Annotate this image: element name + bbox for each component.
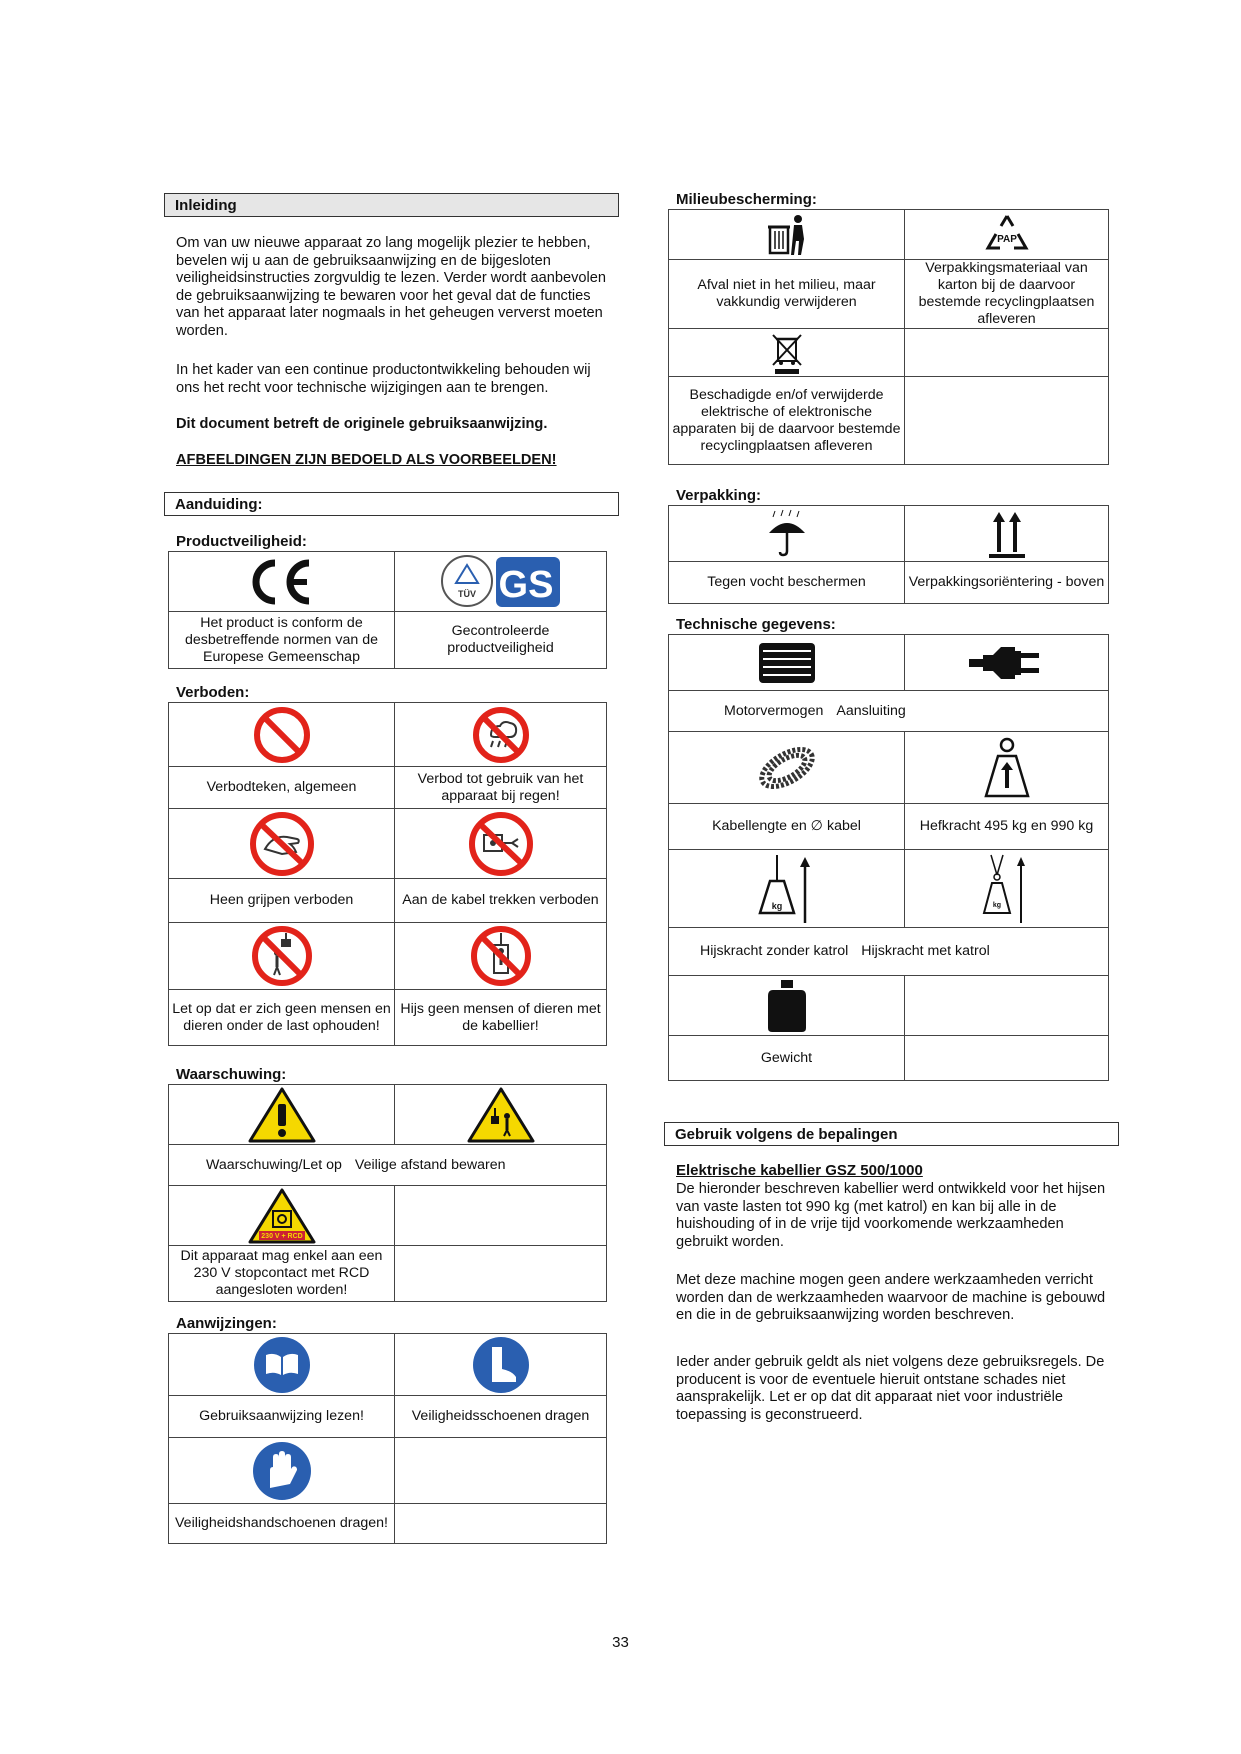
gebruik-paragraph-2: Met deze machine mogen geen andere werkzaamheden verricht worden dan de werkzaamheden waarvoor de machine is gebouwd en die in de gebruiksaanwijzing worden beschreven. <box>676 1272 1106 1323</box>
weee-crossed-bin-icon <box>669 329 905 377</box>
pap-label: PAP <box>996 233 1017 245</box>
verboden-label-2: Verbod tot gebruik van het apparaat bij regen! <box>395 767 607 809</box>
kg-label-2: kg <box>992 901 1001 909</box>
waarschuwing-label-3: Dit apparaat mag enkel aan een 230 V stopcontact met RCD aangesloten worden! <box>169 1246 395 1302</box>
verpakking-label-1: Tegen vocht beschermen <box>669 562 905 604</box>
empty-cell <box>905 329 1109 377</box>
verboden-label-3: Heen grijpen verboden <box>169 879 395 923</box>
lift-with-pulley-icon <box>905 850 1109 928</box>
aanwijzingen-label-1: Gebruiksaanwijzing lezen! <box>169 1396 395 1438</box>
technisch-label-6: Hijskracht met katrol <box>861 943 990 959</box>
technisch-labels-row-1 <box>669 691 1109 732</box>
no-lifting-persons-icon <box>395 923 607 990</box>
empty-cell <box>905 1036 1109 1081</box>
technisch-label-4: Hefkracht 495 kg en 990 kg <box>905 804 1109 850</box>
no-pulling-cable-icon <box>395 809 607 879</box>
waarschuwing-labels-row <box>169 1145 607 1186</box>
aanwijzingen-label-2: Veiligheidsschoenen dragen <box>395 1396 607 1438</box>
verboden-table <box>168 702 607 1046</box>
productveiligheid-table <box>168 551 607 669</box>
ce-description: Het product is conform de desbetreffende normen van de Europese Gemeenschap <box>169 612 395 669</box>
kg-label-1: kg <box>771 900 782 911</box>
aanduiding-header <box>164 492 619 516</box>
waste-bin-icon <box>669 210 905 260</box>
cable-coil-icon <box>669 732 905 804</box>
no-persons-under-load-icon <box>169 923 395 990</box>
this-way-up-icon <box>905 506 1109 562</box>
tuv-logo-text: TÜV <box>458 588 476 599</box>
no-reaching-icon <box>169 809 395 879</box>
ce-mark-icon <box>169 552 395 612</box>
lift-without-pulley-icon <box>669 850 905 928</box>
gebruik-paragraph-1: De hieronder beschreven kabellier werd ontwikkeld voor het hijsen van vaste lasten tot 990 kg (met katrol) en kan bij alle in de huishouding of in de vrije tijd voorkomende werkzaamheden gebruikt worden. <box>676 1181 1106 1250</box>
inleiding-paragraph-4: AFBEELDINGEN ZIJN BEDOELD ALS VOORBEELDEN! <box>176 452 557 468</box>
rcd-230v-warning-icon <box>169 1186 395 1246</box>
read-manual-icon <box>169 1334 395 1396</box>
paper-recycling-icon <box>905 210 1109 260</box>
gebruik-paragraph-3: Ieder ander gebruik geldt als niet volgens deze gebruiksregels. De producent is voor de eventuele hieruit ontstane schades niet aansprakelijk. Let er op dat dit apparaat niet voor industriële toepassing is geconstrueerd. <box>676 1354 1105 1423</box>
empty-cell <box>905 377 1109 465</box>
gebruik-subtitle: Elektrische kabellier GSZ 500/1000 <box>676 1162 923 1179</box>
technisch-label-2: Aansluiting <box>836 702 906 719</box>
technisch-title: Technische gegevens: <box>676 616 836 633</box>
waarschuwing-table <box>168 1084 607 1302</box>
aanduiding-title: Aanduiding: <box>175 496 263 513</box>
tuv-gs-logo-icon <box>395 552 607 612</box>
umbrella-icon <box>669 506 905 562</box>
productveiligheid-title: Productveiligheid: <box>176 533 307 550</box>
inleiding-paragraph-1: Om van uw nieuwe apparaat zo lang mogelijk plezier te hebben, bevelen wij u aan de gebruiksaanwijzing en de bijgesloten veiligheidsinstructies zorgvuldig te lezen. Verder wordt aanbevolen de gebruiksaanwijzing te bewaren voor het geval dat de functies van het apparaat later nogmaals in het geheugen ververst moeten worden. <box>176 235 606 339</box>
empty-cell <box>905 976 1109 1036</box>
inleiding-paragraph-2: In het kader van een continue productontwikkeling behouden wij ons het recht voor technische wijzigingen aan te brengen. <box>176 362 591 396</box>
aanwijzingen-title: Aanwijzingen: <box>176 1315 277 1332</box>
technisch-labels-row-3 <box>669 928 1109 976</box>
technisch-label-3: Kabellengte en ∅ kabel <box>669 804 905 850</box>
aanwijzingen-label-3: Veiligheidshandschoenen dragen! <box>169 1504 395 1544</box>
empty-cell <box>395 1438 607 1504</box>
milieu-table <box>668 209 1109 465</box>
verboden-title: Verboden: <box>176 684 250 701</box>
gebruik-header <box>664 1122 1119 1146</box>
verpakking-label-2: Verpakkingsoriëntering - boven <box>905 562 1109 604</box>
empty-cell <box>395 1504 607 1544</box>
empty-cell <box>395 1186 607 1246</box>
waarschuwing-title: Waarschuwing: <box>176 1066 287 1083</box>
page-number: 33 <box>612 1634 629 1651</box>
milieu-label-2: Verpakkingsmateriaal van karton bij de daarvoor bestemde recyclingplaatsen afleveren <box>905 260 1109 329</box>
safe-distance-icon <box>395 1085 607 1145</box>
aanwijzingen-table <box>168 1333 607 1544</box>
motor-icon <box>669 635 905 691</box>
technisch-label-5: Hijskracht zonder katrol <box>700 943 849 959</box>
milieu-title: Milieubescherming: <box>676 191 817 208</box>
warning-general-icon <box>169 1085 395 1145</box>
verpakking-title: Verpakking: <box>676 487 762 504</box>
milieu-label-3: Beschadigde en/of verwijderde elektrische of elektronische apparaten bij de daarvoor bestemde recyclingplaatsen afleveren <box>669 377 905 465</box>
rcd-label: 230 V + RCD <box>260 1232 303 1240</box>
inleiding-paragraph-3: Dit document betreft de originele gebruiksaanwijzing. <box>176 416 548 432</box>
safety-gloves-icon <box>169 1438 395 1504</box>
no-rain-use-icon <box>395 703 607 767</box>
gs-description: Gecontroleerde productveiligheid <box>395 612 607 669</box>
verboden-label-5: Let op dat er zich geen mensen en dieren onder de last ophouden! <box>169 990 395 1046</box>
safety-shoes-icon <box>395 1334 607 1396</box>
lifting-force-icon <box>905 732 1109 804</box>
gebruik-title: Gebruik volgens de bepalingen <box>675 1126 898 1143</box>
weight-icon <box>669 976 905 1036</box>
verboden-label-4: Aan de kabel trekken verboden <box>395 879 607 923</box>
power-plug-icon <box>905 635 1109 691</box>
gs-logo-text: GS <box>498 563 554 606</box>
technisch-table <box>668 634 1109 1081</box>
verpakking-table <box>668 505 1109 604</box>
general-prohibition-icon <box>169 703 395 767</box>
waarschuwing-label-1: Waarschuwing/Let op <box>206 1156 342 1173</box>
waarschuwing-label-2: Veilige afstand bewaren <box>354 1156 506 1173</box>
milieu-label-1: Afval niet in het milieu, maar vakkundig verwijderen <box>669 260 905 329</box>
technisch-label-7: Gewicht <box>669 1036 905 1081</box>
empty-cell <box>395 1246 607 1302</box>
technisch-label-1: Motorvermogen <box>724 702 824 719</box>
verboden-label-1: Verbodteken, algemeen <box>169 767 395 809</box>
inleiding-title: Inleiding <box>175 197 237 214</box>
verboden-label-6: Hijs geen mensen of dieren met de kabellier! <box>395 990 607 1046</box>
inleiding-header <box>164 193 619 217</box>
